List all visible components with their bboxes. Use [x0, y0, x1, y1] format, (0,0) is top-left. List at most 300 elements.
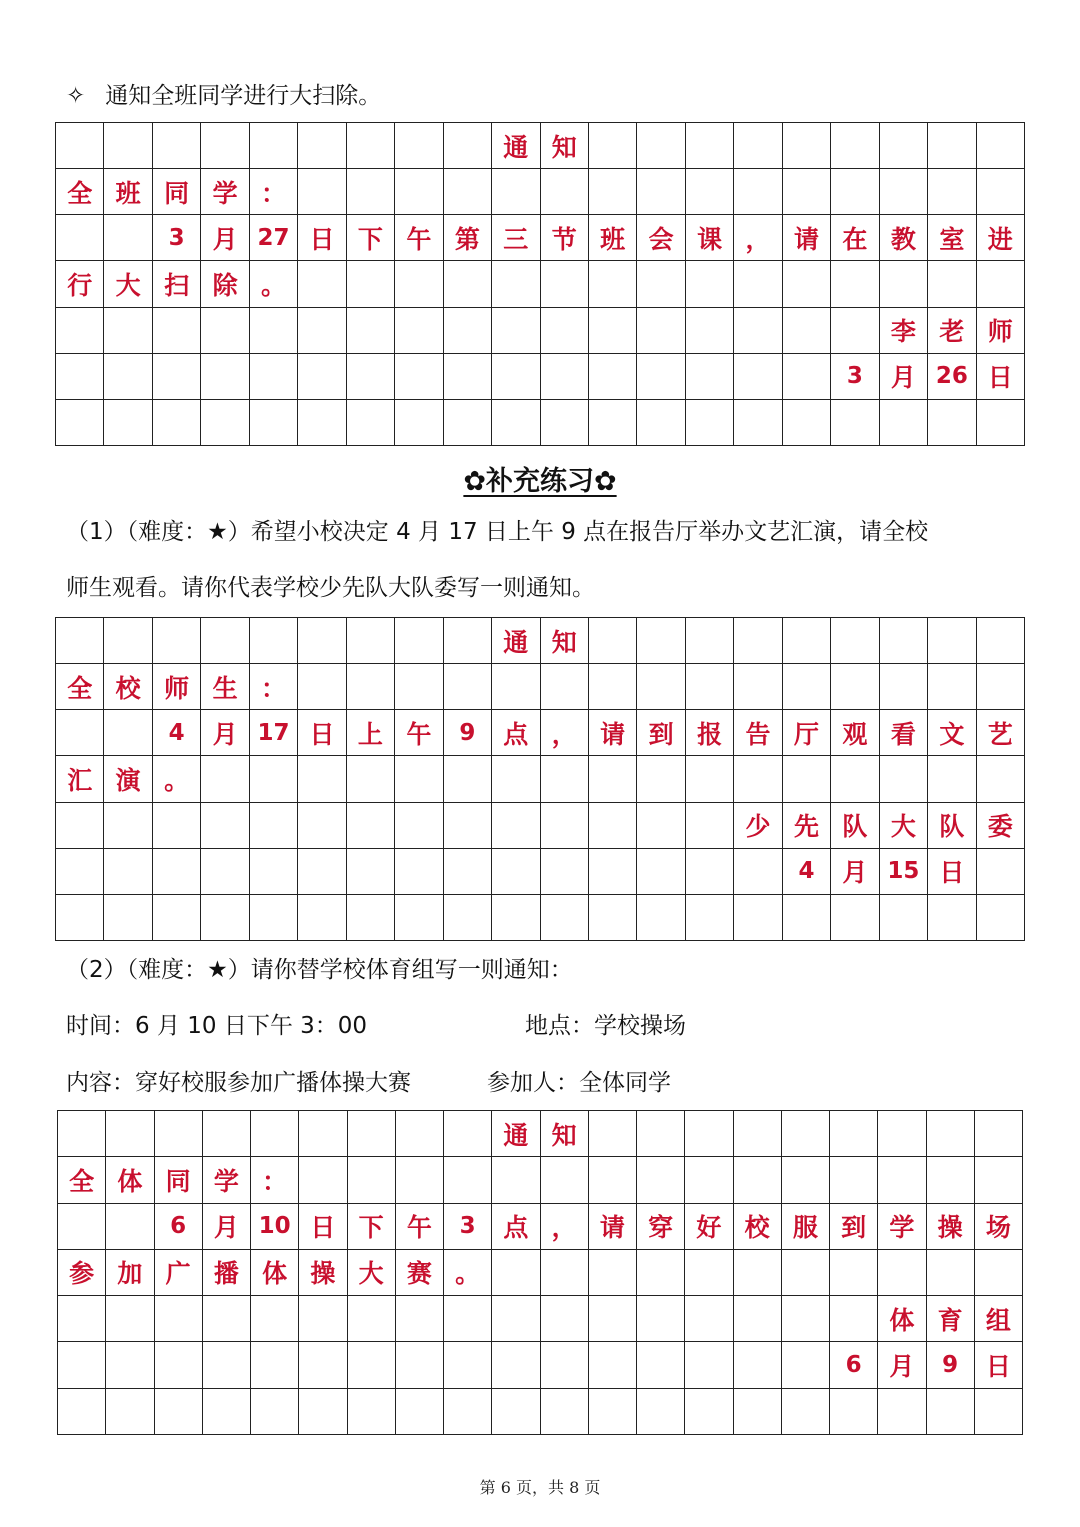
grid-cell: ： [251, 1157, 299, 1203]
grid-cell [56, 308, 104, 354]
grid-cell [734, 618, 782, 664]
grid-cell [975, 1389, 1023, 1435]
grid-cell: 请 [589, 710, 637, 756]
grid-cell: 。 [153, 756, 201, 802]
grid-cell [201, 618, 249, 664]
grid-cell: ， [541, 1204, 589, 1250]
grid-cell [541, 308, 589, 354]
notice-grid-2 [55, 617, 1025, 941]
grid-cell [444, 895, 492, 941]
grid-cell [686, 308, 734, 354]
grid-cell: 播 [203, 1250, 251, 1296]
grid-cell [589, 664, 637, 710]
grid-cell [589, 895, 637, 941]
sparkle-bullet-icon: ✧ [66, 83, 86, 109]
grid-cell: 班 [104, 169, 152, 215]
grid-cell [298, 169, 346, 215]
exercise2-time: 时间：6 月 10 日下午 3：00 [66, 1013, 368, 1039]
grid-cell: 通 [492, 123, 540, 169]
grid-cell [298, 756, 346, 802]
grid-cell: 9 [927, 1342, 975, 1388]
grid-cell [541, 664, 589, 710]
intro-line [66, 80, 381, 112]
grid-cell: 学 [878, 1204, 926, 1250]
grid-cell [153, 400, 201, 446]
grid-cell [250, 618, 298, 664]
grid-cell [880, 664, 928, 710]
grid-cell [734, 123, 782, 169]
grid-cell [250, 756, 298, 802]
grid-cell [830, 1389, 878, 1435]
grid-cell: 生 [201, 664, 249, 710]
grid-cell [977, 123, 1025, 169]
grid-cell: 汇 [56, 756, 104, 802]
page-footer: 第 6 页，共 8 页 [479, 1478, 601, 1497]
grid-cell: 节 [541, 215, 589, 261]
grid-cell [734, 1157, 782, 1203]
grid-cell [492, 308, 540, 354]
grid-cell: 文 [928, 710, 976, 756]
grid-cell [444, 1111, 492, 1157]
grid-cell [589, 1250, 637, 1296]
grid-cell: 广 [155, 1250, 203, 1296]
grid-cell [56, 354, 104, 400]
grid-cell [155, 1296, 203, 1342]
grid-cell: 点 [492, 710, 540, 756]
grid-cell [395, 803, 443, 849]
grid-cell [831, 123, 879, 169]
grid-cell: 三 [492, 215, 540, 261]
grid-cell [637, 354, 685, 400]
grid-cell [56, 400, 104, 446]
grid-cell: 日 [975, 1342, 1023, 1388]
grid-cell [250, 400, 298, 446]
grid-cell [56, 618, 104, 664]
grid-cell: 看 [880, 710, 928, 756]
grid-cell [783, 756, 831, 802]
exercise1-line1: （1）（难度：★）希望小校决定 4 月 17 日上午 9 点在报告厅举办文艺汇演，请全校 [66, 519, 929, 545]
grid-cell [637, 308, 685, 354]
grid-cell: 上 [347, 710, 395, 756]
grid-cell: 午 [396, 1204, 444, 1250]
grid-cell [201, 803, 249, 849]
grid-cell: 全 [56, 664, 104, 710]
grid-cell [975, 1250, 1023, 1296]
grid-cell [975, 1157, 1023, 1203]
grid-cell [637, 1111, 685, 1157]
grid-cell [541, 1296, 589, 1342]
grid-cell [734, 1111, 782, 1157]
grid-cell [106, 1342, 154, 1388]
grid-cell [782, 1342, 830, 1388]
grid-cell [880, 756, 928, 802]
grid-cell [251, 1342, 299, 1388]
grid-cell: 体 [878, 1296, 926, 1342]
grid-cell [541, 354, 589, 400]
grid-cell [734, 756, 782, 802]
grid-cell: 行 [56, 261, 104, 307]
grid-cell [56, 123, 104, 169]
grid-cell [541, 756, 589, 802]
grid-cell [250, 308, 298, 354]
grid-cell [492, 354, 540, 400]
grid-cell [686, 123, 734, 169]
exercise2-line1: （2）（难度：★）请你替学校体育组写一则通知： [66, 957, 573, 983]
grid-cell: 体 [106, 1157, 154, 1203]
grid-cell [734, 169, 782, 215]
grid-cell [201, 895, 249, 941]
grid-cell: 艺 [977, 710, 1025, 756]
grid-cell [783, 400, 831, 446]
grid-cell: 日 [928, 849, 976, 895]
grid-cell [783, 169, 831, 215]
grid-cell: 参 [58, 1250, 106, 1296]
grid-cell [830, 1296, 878, 1342]
grid-cell [782, 1250, 830, 1296]
grid-cell: 3 [444, 1204, 492, 1250]
grid-cell [782, 1389, 830, 1435]
grid-cell: 先 [783, 803, 831, 849]
grid-cell [927, 1111, 975, 1157]
grid-cell [637, 803, 685, 849]
grid-cell: 操 [927, 1204, 975, 1250]
notice-grid-1 [55, 122, 1025, 446]
grid-cell [492, 1342, 540, 1388]
grid-cell [637, 261, 685, 307]
grid-cell: 15 [880, 849, 928, 895]
grid-cell [58, 1111, 106, 1157]
grid-cell: 师 [153, 664, 201, 710]
grid-cell [734, 1250, 782, 1296]
grid-cell [250, 895, 298, 941]
grid-cell [589, 618, 637, 664]
grid-cell [347, 664, 395, 710]
grid-cell [928, 123, 976, 169]
grid-cell [492, 169, 540, 215]
grid-cell [201, 849, 249, 895]
grid-cell [637, 664, 685, 710]
grid-cell [637, 1389, 685, 1435]
grid-cell [589, 169, 637, 215]
grid-cell: 10 [251, 1204, 299, 1250]
grid-cell: 。 [250, 261, 298, 307]
grid-cell [831, 756, 879, 802]
grid-cell: 4 [153, 710, 201, 756]
grid-cell [153, 803, 201, 849]
grid-cell [155, 1389, 203, 1435]
grid-cell: 。 [444, 1250, 492, 1296]
grid-cell [927, 1389, 975, 1435]
grid-cell: ， [541, 710, 589, 756]
grid-cell [977, 895, 1025, 941]
grid-cell [977, 618, 1025, 664]
grid-cell: 月 [880, 354, 928, 400]
grid-cell: 请 [589, 1204, 637, 1250]
grid-cell [396, 1342, 444, 1388]
grid-cell [104, 308, 152, 354]
grid-cell [201, 400, 249, 446]
grid-cell [831, 664, 879, 710]
grid-cell: 到 [830, 1204, 878, 1250]
exercise2-participants: 参加人：全体同学 [487, 1070, 671, 1096]
grid-cell [492, 756, 540, 802]
grid-cell [541, 261, 589, 307]
grid-cell [637, 1250, 685, 1296]
grid-cell [395, 400, 443, 446]
grid-cell [589, 1111, 637, 1157]
grid-cell [104, 618, 152, 664]
grid-cell [831, 618, 879, 664]
grid-cell [298, 308, 346, 354]
grid-cell [251, 1296, 299, 1342]
grid-cell [637, 1296, 685, 1342]
grid-cell: 室 [928, 215, 976, 261]
grid-cell [830, 1111, 878, 1157]
grid-cell: 少 [734, 803, 782, 849]
grid-cell [395, 261, 443, 307]
grid-cell [298, 400, 346, 446]
grid-cell [347, 849, 395, 895]
grid-cell [203, 1111, 251, 1157]
grid-cell [104, 710, 152, 756]
grid-cell: 组 [975, 1296, 1023, 1342]
grid-cell: 委 [977, 803, 1025, 849]
grid-cell: 大 [104, 261, 152, 307]
grid-cell [299, 1157, 347, 1203]
grid-cell: 育 [927, 1296, 975, 1342]
grid-cell: 大 [880, 803, 928, 849]
grid-cell [298, 618, 346, 664]
grid-cell [395, 756, 443, 802]
grid-cell [589, 308, 637, 354]
grid-cell [977, 756, 1025, 802]
section-title: ✿补充练习✿ [463, 466, 617, 497]
grid-cell: 请 [783, 215, 831, 261]
grid-cell [104, 354, 152, 400]
grid-cell [492, 895, 540, 941]
grid-cell [104, 123, 152, 169]
grid-cell: 点 [492, 1204, 540, 1250]
grid-cell: 李 [880, 308, 928, 354]
grid-cell [298, 261, 346, 307]
grid-cell [444, 1389, 492, 1435]
grid-cell: 通 [492, 618, 540, 664]
grid-cell [977, 169, 1025, 215]
intro-text: 通知全班同学进行大扫除。 [105, 83, 382, 109]
grid-cell [783, 618, 831, 664]
grid-cell [444, 664, 492, 710]
grid-cell: 日 [298, 710, 346, 756]
grid-cell [203, 1342, 251, 1388]
grid-cell [541, 1250, 589, 1296]
grid-cell [348, 1157, 396, 1203]
grid-cell [155, 1342, 203, 1388]
grid-cell [782, 1111, 830, 1157]
grid-cell: 日 [299, 1204, 347, 1250]
grid-cell [298, 803, 346, 849]
grid-cell [104, 895, 152, 941]
grid-cell [298, 664, 346, 710]
grid-cell: 知 [541, 123, 589, 169]
grid-cell [56, 849, 104, 895]
grid-cell [347, 400, 395, 446]
grid-cell [637, 895, 685, 941]
grid-cell [783, 123, 831, 169]
grid-cell [396, 1389, 444, 1435]
grid-cell [686, 803, 734, 849]
grid-cell: 下 [347, 215, 395, 261]
grid-cell: 除 [201, 261, 249, 307]
grid-cell [734, 1389, 782, 1435]
grid-cell [880, 123, 928, 169]
grid-cell: 校 [734, 1204, 782, 1250]
grid-cell [878, 1157, 926, 1203]
grid-cell [589, 1296, 637, 1342]
grid-cell: 知 [541, 618, 589, 664]
grid-cell: 场 [975, 1204, 1023, 1250]
grid-cell [298, 895, 346, 941]
grid-cell: 队 [928, 803, 976, 849]
grid-cell [58, 1342, 106, 1388]
grid-cell: 操 [299, 1250, 347, 1296]
grid-cell [106, 1296, 154, 1342]
grid-cell [541, 895, 589, 941]
grid-cell [299, 1389, 347, 1435]
grid-cell [734, 400, 782, 446]
grid-cell [686, 400, 734, 446]
grid-cell [637, 123, 685, 169]
grid-cell [444, 1296, 492, 1342]
grid-cell [444, 849, 492, 895]
grid-cell [104, 215, 152, 261]
grid-cell [251, 1389, 299, 1435]
grid-cell: ： [250, 169, 298, 215]
grid-cell [444, 308, 492, 354]
grid-cell: 3 [831, 354, 879, 400]
grid-cell [395, 308, 443, 354]
grid-cell [686, 618, 734, 664]
grid-cell [201, 354, 249, 400]
grid-cell [831, 308, 879, 354]
grid-cell [492, 849, 540, 895]
grid-cell [783, 354, 831, 400]
grid-cell [734, 1342, 782, 1388]
grid-cell [589, 1157, 637, 1203]
grid-cell [201, 756, 249, 802]
grid-cell [444, 400, 492, 446]
grid-cell: 在 [831, 215, 879, 261]
grid-cell [444, 1342, 492, 1388]
grid-cell: 到 [637, 710, 685, 756]
grid-cell [106, 1389, 154, 1435]
grid-cell [734, 849, 782, 895]
grid-cell: 穿 [637, 1204, 685, 1250]
grid-cell [395, 618, 443, 664]
grid-cell [395, 169, 443, 215]
grid-cell [395, 354, 443, 400]
grid-cell [928, 756, 976, 802]
grid-cell [251, 1111, 299, 1157]
grid-cell [396, 1157, 444, 1203]
grid-cell [637, 1342, 685, 1388]
grid-cell [880, 261, 928, 307]
grid-cell [541, 1342, 589, 1388]
grid-cell: 通 [492, 1111, 540, 1157]
grid-cell: 下 [348, 1204, 396, 1250]
grid-cell [250, 849, 298, 895]
grid-cell: 月 [201, 215, 249, 261]
grid-cell [444, 756, 492, 802]
grid-cell [492, 664, 540, 710]
grid-cell: 17 [250, 710, 298, 756]
grid-cell [878, 1389, 926, 1435]
grid-cell: ： [250, 664, 298, 710]
grid-cell [637, 169, 685, 215]
grid-cell: 课 [686, 215, 734, 261]
grid-cell [589, 1342, 637, 1388]
grid-cell [685, 1342, 733, 1388]
grid-cell [56, 803, 104, 849]
grid-cell [880, 618, 928, 664]
grid-cell [880, 400, 928, 446]
grid-cell: 加 [106, 1250, 154, 1296]
grid-cell [685, 1389, 733, 1435]
grid-cell [589, 1389, 637, 1435]
grid-cell: 大 [348, 1250, 396, 1296]
grid-cell [106, 1204, 154, 1250]
exercise2-place: 地点：学校操场 [525, 1013, 686, 1039]
grid-cell [977, 849, 1025, 895]
grid-cell [880, 895, 928, 941]
grid-cell [734, 308, 782, 354]
grid-cell: 班 [589, 215, 637, 261]
grid-cell [783, 261, 831, 307]
grid-cell: 6 [830, 1342, 878, 1388]
grid-cell [104, 803, 152, 849]
grid-cell: 27 [250, 215, 298, 261]
grid-cell: 扫 [153, 261, 201, 307]
grid-cell [104, 849, 152, 895]
grid-cell [541, 803, 589, 849]
grid-cell [250, 354, 298, 400]
grid-cell [298, 123, 346, 169]
grid-cell [928, 618, 976, 664]
grid-cell [541, 169, 589, 215]
grid-cell [395, 664, 443, 710]
grid-cell: 午 [395, 215, 443, 261]
grid-cell [56, 895, 104, 941]
grid-cell [58, 1389, 106, 1435]
grid-cell [977, 400, 1025, 446]
grid-cell [637, 1157, 685, 1203]
grid-cell [589, 756, 637, 802]
grid-cell: 第 [444, 215, 492, 261]
grid-cell [492, 1250, 540, 1296]
grid-cell [299, 1296, 347, 1342]
grid-cell [153, 849, 201, 895]
grid-cell [831, 169, 879, 215]
grid-cell: 体 [251, 1250, 299, 1296]
grid-cell: 午 [395, 710, 443, 756]
exercise2-content: 内容：穿好校服参加广播体操大赛 [66, 1070, 411, 1096]
grid-cell [347, 261, 395, 307]
grid-cell [250, 123, 298, 169]
grid-cell [686, 261, 734, 307]
grid-cell [589, 354, 637, 400]
grid-cell: 学 [201, 169, 249, 215]
grid-cell [395, 123, 443, 169]
grid-cell [928, 400, 976, 446]
